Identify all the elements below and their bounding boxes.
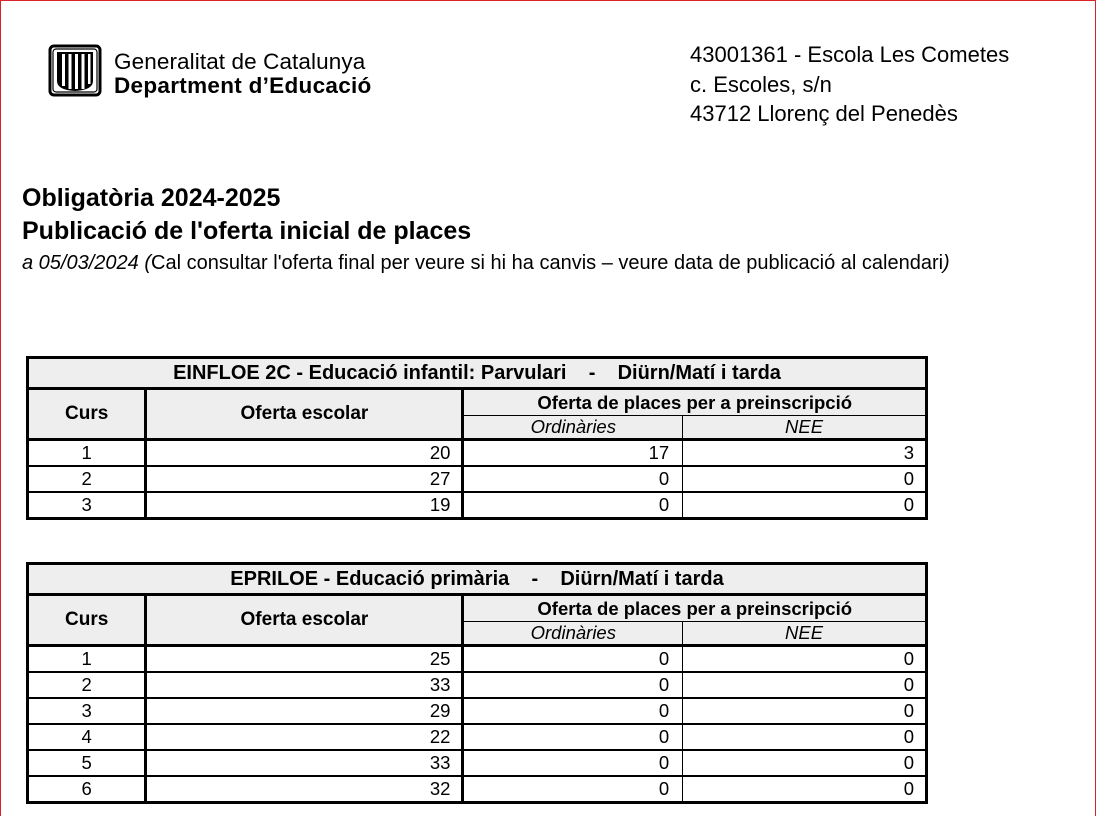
table-title: EPRILOE - Educació primària - Diürn/Matí i tarda [28, 564, 927, 595]
school-street: c. Escoles, s/n [690, 71, 832, 97]
note-text: Cal consultar l'oferta final per veure si hi ha canvis – veure data de publicació al calendari [151, 252, 944, 274]
cell-nee: 0 [903, 778, 914, 799]
table-row [28, 440, 927, 467]
table-row [28, 724, 927, 750]
cell-curs: 6 [28, 776, 146, 803]
cell-ordinaries: 0 [463, 750, 683, 776]
note-open-paren: ( [138, 252, 151, 274]
cell-ordinaries: 0 [463, 646, 683, 673]
cell-curs: 1 [28, 646, 146, 673]
table-row [28, 646, 927, 673]
logo-line-generalitat: Generalitat de Catalunya [114, 49, 366, 74]
cell-curs: 1 [28, 440, 146, 467]
col-header-curs: Curs [28, 389, 146, 440]
cell-ordinaries: 17 [463, 440, 683, 467]
generalitat-emblem-icon [48, 44, 102, 97]
heading-title: Obligatòria 2024-2025 [22, 184, 281, 212]
cell-oferta: 27 [146, 466, 463, 492]
cell-curs: 2 [28, 672, 146, 698]
table-row [28, 672, 927, 698]
logo-line-departament: Department d’Educació [114, 73, 372, 98]
cell-nee: 0 [903, 494, 914, 515]
cell-oferta: 33 [146, 750, 463, 776]
publication-note [22, 250, 950, 276]
cell-nee: 0 [683, 672, 927, 698]
cell-curs: 4 [28, 724, 146, 750]
table-einfloe [26, 356, 928, 520]
cell-curs: 3 [28, 492, 146, 519]
note-close-paren: ) [943, 252, 950, 274]
table-title: EINFLOE 2C - Educació infantil: Parvulari - Diürn/Matí i tarda [28, 358, 927, 389]
school-address [690, 40, 1009, 129]
cell-ordinaries: 0 [463, 466, 683, 492]
cell-nee: 0 [683, 466, 927, 492]
cell-oferta: 22 [146, 724, 463, 750]
cell-ordinaries: 0 [463, 672, 683, 698]
cell-ordinaries: 0 [463, 698, 683, 724]
cell-oferta: 20 [146, 440, 463, 467]
document-heading [22, 182, 471, 248]
table-row [28, 492, 927, 519]
cell-nee: 0 [683, 698, 927, 724]
col-header-nee: NEE [683, 622, 927, 646]
cell-ordinaries: 0 [463, 724, 683, 750]
cell-nee: 0 [683, 750, 927, 776]
table-row [28, 750, 927, 776]
col-header-nee: NEE [683, 416, 927, 440]
cell-ordinaries: 0 [463, 776, 683, 803]
cell-oferta: 25 [146, 646, 463, 673]
publication-date: a 05/03/2024 [22, 252, 139, 274]
school-code-name: 43001361 - Escola Les Cometes [690, 42, 1010, 67]
col-header-curs: Curs [28, 595, 146, 646]
cell-nee: 0 [683, 724, 927, 750]
cell-nee: 3 [683, 440, 927, 467]
table-epriloe [26, 562, 928, 804]
school-postal-town: 43712 Llorenç del Penedès [690, 101, 958, 126]
col-header-oferta-escolar: Oferta escolar [146, 389, 463, 440]
col-header-ordinaries: Ordinàries [463, 416, 683, 440]
col-header-preinscripcio: Oferta de places per a preinscripció [463, 595, 927, 622]
heading-subtitle: Publicació de l'oferta inicial de places [22, 217, 472, 245]
cell-oferta: 32 [146, 776, 463, 803]
cell-curs: 3 [28, 698, 146, 724]
col-header-ordinaries: Ordinàries [463, 622, 683, 646]
cell-oferta: 19 [146, 492, 463, 519]
cell-ordinaries: 0 [463, 492, 683, 519]
cell-curs: 2 [28, 466, 146, 492]
col-header-oferta-escolar: Oferta escolar [146, 595, 463, 646]
cell-nee: 0 [683, 646, 927, 673]
table-row [28, 466, 927, 492]
table-row [28, 776, 927, 803]
cell-curs: 5 [28, 750, 146, 776]
cell-oferta: 33 [146, 672, 463, 698]
col-header-preinscripcio: Oferta de places per a preinscripció [463, 389, 927, 416]
cell-oferta: 29 [146, 698, 463, 724]
table-row [28, 698, 927, 724]
